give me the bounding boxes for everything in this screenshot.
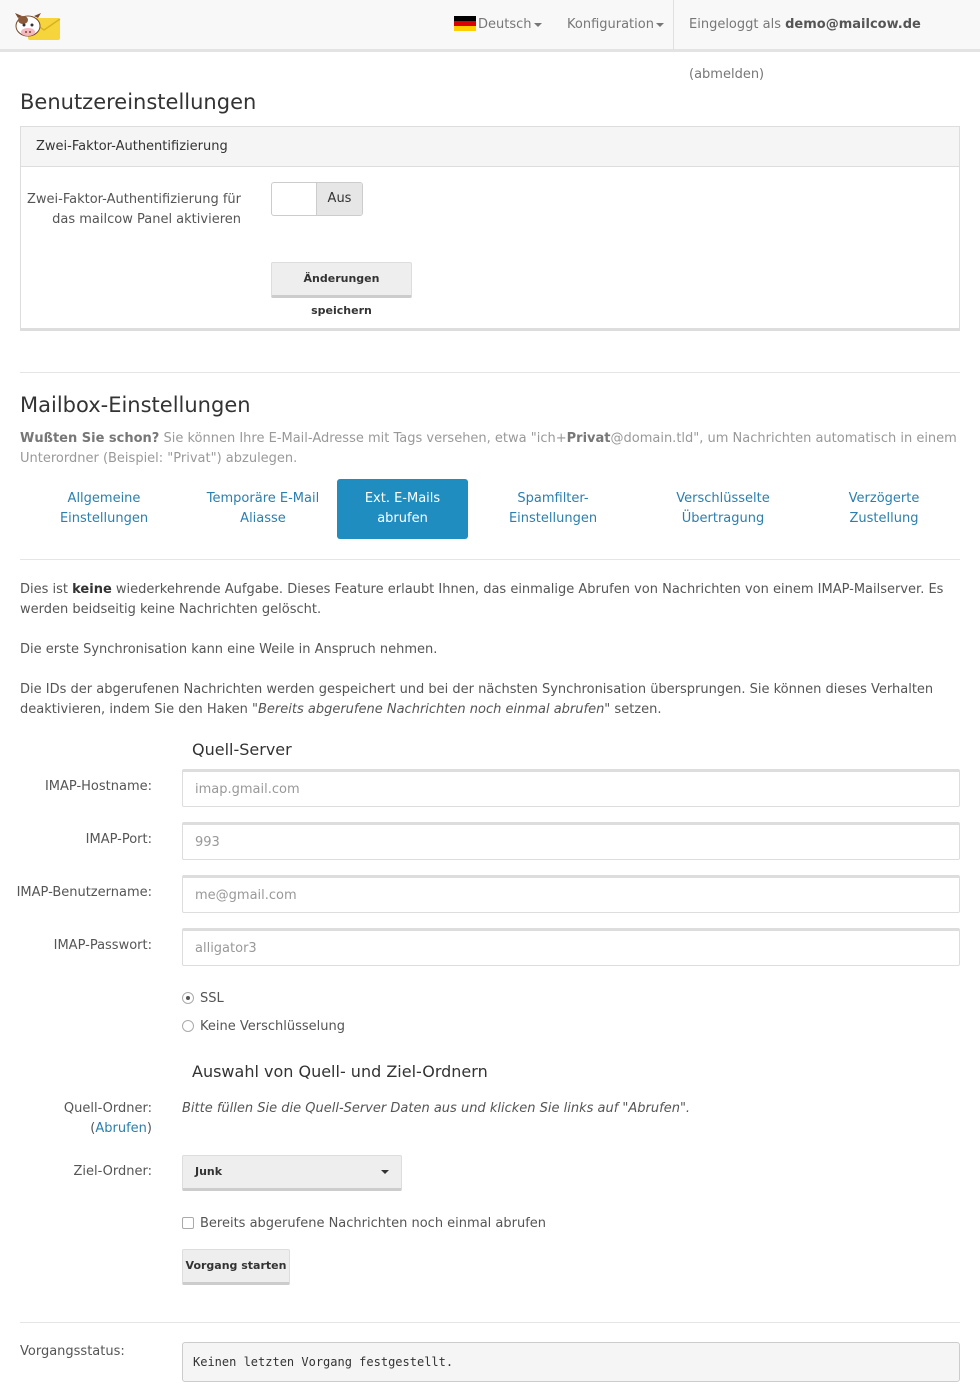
sync-info-paragraph-3 [20, 680, 960, 720]
folders-heading: Auswahl von Quell- und Ziel-Ordnern [192, 1062, 488, 1081]
mailcow-logo-icon[interactable] [14, 10, 62, 42]
tfa-panel [20, 126, 960, 331]
source-folder-note: Bitte füllen Sie die Quell-Server Daten aus und klicken Sie links auf "Abrufen". [182, 1101, 691, 1116]
login-status [689, 0, 980, 82]
start-sync-button[interactable]: Vorgang starten [182, 1249, 290, 1285]
imap-password-label: IMAP-Passwort: [53, 938, 152, 953]
tab-label-line2: Einstellungen [59, 511, 149, 526]
sync-info-paragraph-1 [20, 580, 960, 620]
tab-label-line1: Verzögerte [848, 491, 920, 506]
para3-text-b: setzen. [610, 702, 662, 717]
language-dropdown[interactable] [454, 0, 542, 50]
tab-fetch-external-mail[interactable] [337, 479, 468, 539]
source-server-heading: Quell-Server [192, 740, 292, 759]
tab-label-line1: Temporäre E-Mail [206, 491, 320, 506]
tab-label-line2: Übertragung [681, 511, 765, 526]
tab-spamfilter[interactable] [490, 479, 616, 539]
ssl-option[interactable] [182, 991, 224, 1007]
no-encryption-radio[interactable] [182, 1020, 194, 1032]
tab-label-line2: abrufen [377, 511, 428, 526]
logged-in-prefix: Eingeloggt als [689, 17, 781, 32]
save-changes-button[interactable]: Änderungen speichern [271, 262, 412, 298]
tip-bold-2: Privat [566, 431, 611, 446]
imap-password-input[interactable] [182, 928, 960, 966]
chevron-down-icon [534, 23, 542, 27]
imap-user-input[interactable] [182, 875, 960, 913]
tfa-label-line2: das mailcow Panel aktivieren [52, 212, 241, 227]
tab-label-line1: Ext. E-Mails [364, 491, 441, 506]
logout-link[interactable]: (abmelden) [689, 67, 765, 82]
tab-label-line2: Zustellung [849, 511, 919, 526]
german-flag-icon [454, 16, 476, 31]
config-label: Konfiguration [567, 17, 654, 32]
imap-port-label: IMAP-Port: [85, 832, 152, 847]
top-navbar [0, 0, 980, 82]
tab-general-settings[interactable] [40, 479, 168, 539]
imap-host-input[interactable] [182, 769, 960, 807]
refetch-checkbox[interactable] [182, 1217, 194, 1229]
chevron-down-icon [381, 1170, 389, 1174]
refetch-label: Bereits abgerufene Nachrichten noch einmal abrufen [200, 1216, 547, 1231]
sync-info-paragraph-2: Die erste Synchronisation kann eine Weile in Anspruch nehmen. [20, 642, 438, 657]
mailbox-settings-title: Mailbox-Einstellungen [20, 393, 251, 417]
tab-delayed-delivery[interactable] [828, 479, 940, 539]
para1-text-a: Dies ist [20, 582, 73, 597]
tab-label-line2: Aliasse [240, 511, 286, 526]
tfa-panel-heading: Zwei-Faktor-Authentifizierung [21, 127, 959, 167]
logged-in-user: demo@mailcow.de [785, 17, 921, 32]
tfa-toggle[interactable] [271, 182, 363, 216]
target-folder-select[interactable] [182, 1155, 402, 1191]
tab-encrypted-transport[interactable] [660, 479, 786, 539]
tfa-label-line1: Zwei-Faktor-Authentifizierung für [27, 192, 241, 207]
tab-label-line2: Einstellungen [508, 511, 598, 526]
config-dropdown[interactable] [567, 0, 664, 50]
para3-italic: "Bereits abgerufene Nachrichten noch einmal abrufen" [252, 702, 611, 717]
tab-label-line1: Verschlüsselte [676, 491, 770, 506]
user-settings-title: Benutzereinstellungen [20, 90, 257, 114]
no-encryption-label: Keine Verschlüsselung [200, 1019, 345, 1034]
status-divider [20, 1322, 960, 1323]
tip-text [20, 429, 960, 469]
navbar-divider [673, 0, 674, 50]
source-folder-label-text: Quell-Ordner: [63, 1101, 152, 1116]
no-encryption-option[interactable] [182, 1019, 345, 1035]
status-label: Vorgangsstatus: [20, 1344, 125, 1359]
fetch-folders-link[interactable]: Abrufen [95, 1121, 147, 1136]
source-folder-label: Quell-Ordner: (Abrufen) [63, 1101, 152, 1136]
language-label: Deutsch [478, 17, 532, 32]
tab-label-line1: Allgemeine [67, 491, 141, 506]
ssl-label: SSL [200, 991, 224, 1006]
para3-text-a: Die IDs der abgerufenen Nachrichten werden gespeichert und bei der nächsten Synchronisation übersprungen. Sie können dieses Verhalten deaktivieren, indem Sie den Haken [20, 682, 934, 717]
tip-text-2: @domain.tld", um Nachrichten automatisch in einem Unterordner (Beispiel: "Privat") abzulegen. [20, 431, 957, 466]
imap-host-label: IMAP-Hostname: [44, 779, 152, 794]
imap-port-input[interactable] [182, 822, 960, 860]
tabs-divider [20, 559, 960, 560]
section-divider [20, 372, 960, 373]
chevron-down-icon [656, 23, 664, 27]
target-folder-value: Junk [195, 1165, 223, 1178]
refetch-option[interactable] [182, 1216, 546, 1232]
para1-text-b: wiederkehrende Aufgabe. Dieses Feature erlaubt Ihnen, das einmalige Abrufen von Nachrichten von einem IMAP-Mailserver. Es werden beidseitig keine Nachrichten gelöscht. [20, 582, 944, 617]
tip-bold: Wußten Sie schon? [20, 431, 160, 446]
ssl-radio[interactable] [182, 992, 194, 1004]
tab-label-line1: Spamfilter- [517, 491, 589, 506]
tip-text-1: Sie können Ihre E-Mail-Adresse mit Tags versehen, etwa "ich+ [159, 431, 567, 446]
tfa-label [21, 190, 241, 230]
status-output: Keinen letzten Vorgang festgestellt. [182, 1342, 960, 1382]
imap-user-label: IMAP-Benutzername: [16, 885, 152, 900]
para1-bold: keine [72, 582, 112, 597]
tfa-toggle-state: Aus [316, 183, 362, 215]
tab-temp-aliases[interactable] [190, 479, 336, 539]
target-folder-label: Ziel-Ordner: [73, 1164, 152, 1179]
